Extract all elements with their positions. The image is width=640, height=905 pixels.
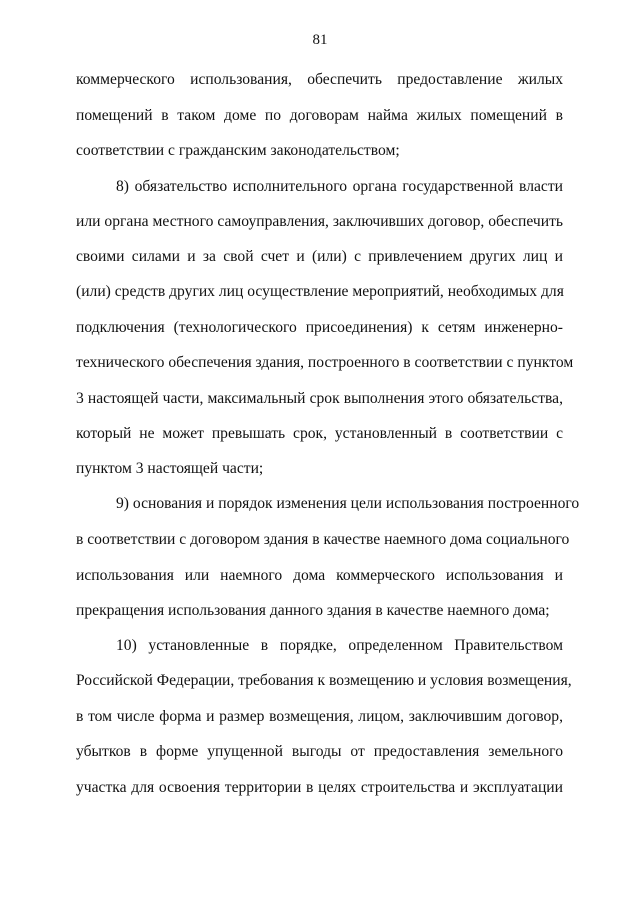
- text-line: убытков в форме упущенной выгоды от предоставления земельного: [76, 743, 563, 760]
- text-line: коммерческого использования, обеспечить предоставление жилых: [76, 71, 563, 88]
- text-line: Российской Федерации, требования к возмещению и условия возмещения,: [76, 672, 572, 689]
- text-line: использования или наемного дома коммерческого использования и: [76, 567, 563, 584]
- text-line: 9) основания и порядок изменения цели использования построенного: [116, 495, 580, 512]
- text-line: помещений в таком доме по договорам найма жилых помещений в: [76, 107, 563, 124]
- text-line: в том числе форма и размер возмещения, лицом, заключившим договор,: [76, 708, 563, 725]
- text-line: пунктом 3 настоящей части;: [76, 460, 264, 477]
- text-line: или органа местного самоуправления, заключивших договор, обеспечить: [76, 213, 563, 230]
- text-line: соответствии с гражданским законодательством;: [76, 142, 400, 159]
- text-line: прекращения использования данного здания в качестве наемного дома;: [76, 602, 550, 619]
- text-line: участка для освоения территории в целях строительства и эксплуатации: [76, 779, 563, 796]
- page-number: 81: [312, 32, 328, 48]
- text-line: в соответствии с договором здания в качестве наемного дома социального: [76, 531, 570, 548]
- text-line: 3 настоящей части, максимальный срок выполнения этого обязательства,: [76, 390, 563, 407]
- text-line: своими силами и за свой счет и (или) с привлечением других лиц и: [76, 248, 563, 265]
- text-line: технического обеспечения здания, построенного в соответствии с пунктом: [76, 354, 574, 371]
- text-line: (или) средств других лиц осуществление мероприятий, необходимых для: [76, 283, 564, 300]
- text-line: который не может превышать срок, установленный в соответствии с: [76, 425, 563, 442]
- text-line: 10) установленные в порядке, определенном Правительством: [116, 637, 563, 654]
- text-line: 8) обязательство исполнительного органа государственной власти: [116, 178, 563, 195]
- text-line: подключения (технологического присоединения) к сетям инженерно-: [76, 319, 563, 336]
